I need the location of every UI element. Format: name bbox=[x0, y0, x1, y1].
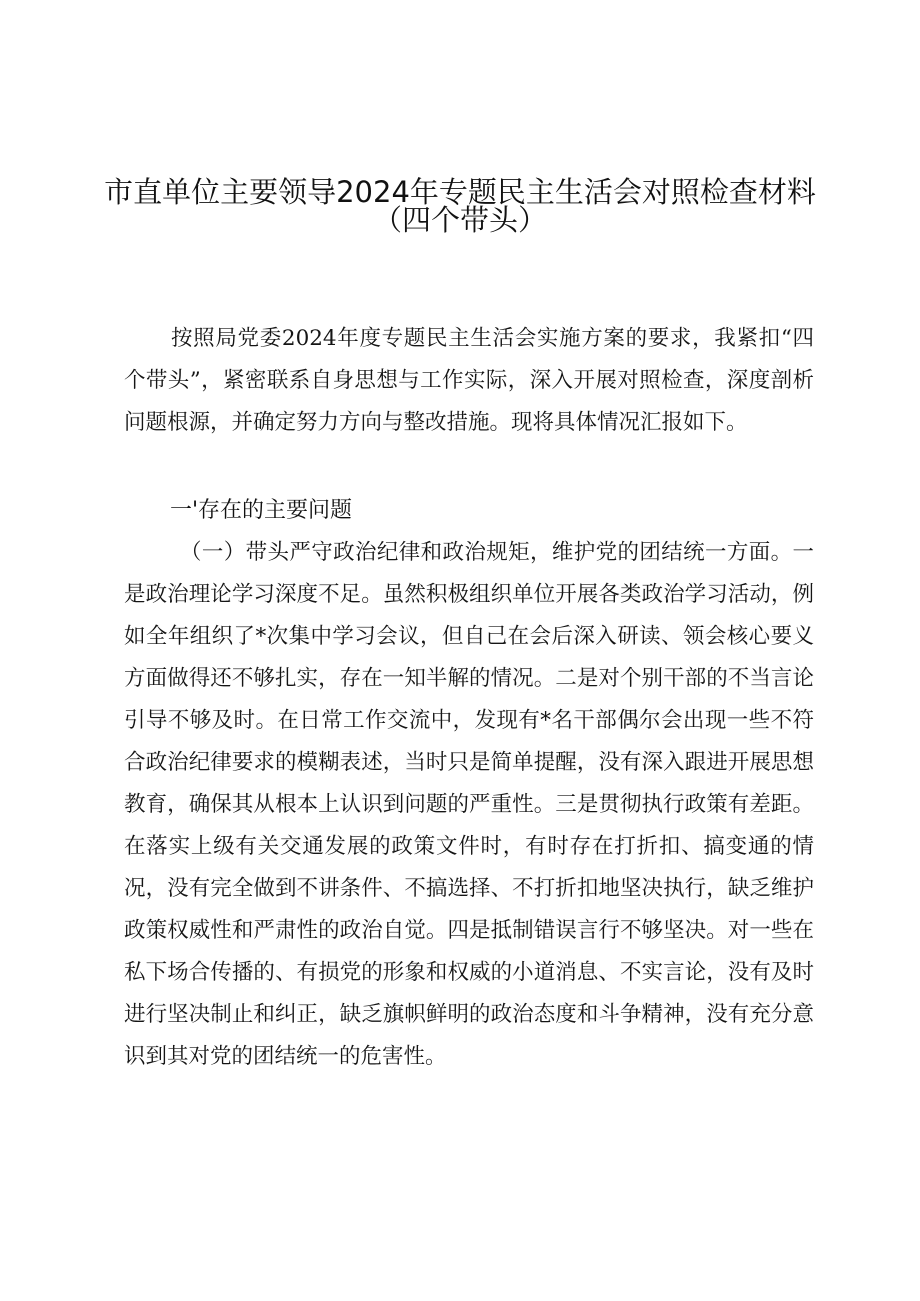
section-heading: 一'存在的主要问题 bbox=[170, 498, 353, 523]
section-paragraph: （一）带头严守政治纪律和政治规矩，维护党的团结统一方面。一是政治理论学习深度不足。虽然积极组织单位开展各类政治学习活动，例如全年组织了*次集中学习会议，但自己在会后深入研读、领会核心要义方面做得还不够扎实，存在一知半解的情况。二是对个别干部的不当言论引导不够及时。在日常工作交流中，发现有*名干部偶尔会出现一些不符合政治纪律要求的模糊表述，当时只是简单提醒，没有深入跟进开展思想教育，确保其从根本上认识到问题的严重性。三是贯彻执行政策有差距。在落实上级有关交通发展的政策文件时，有时存在打折扣、搞变通的情况，没有完全做到不讲条件、不搞选择、不打折扣地坚决执行，缺乏维护政策权威性和严肃性的政治自觉。四是抵制错误言行不够坚决。对一些在私下场合传播的、有损党的形象和权威的小道消息、不实言论，没有及时进行坚决制止和纠正，缺乏旗帜鲜明的政治态度和斗争精神，没有充分意识到其对党的团结统一的危害性。 bbox=[124, 540, 814, 1069]
document-subtitle: （四个带头） bbox=[372, 203, 547, 237]
document-title: 市直单位主要领导2024年专题民主生活会对照检查材料 bbox=[104, 175, 816, 209]
intro-paragraph: 按照局党委2024年度专题民主生活会实施方案的要求，我紧扣“四个带头”，紧密联系自身思想与工作实际，深入开展对照检查，深度剖析问题根源，并确定努力方向与整改措施。现将具体情况汇报如下。 bbox=[124, 326, 814, 435]
